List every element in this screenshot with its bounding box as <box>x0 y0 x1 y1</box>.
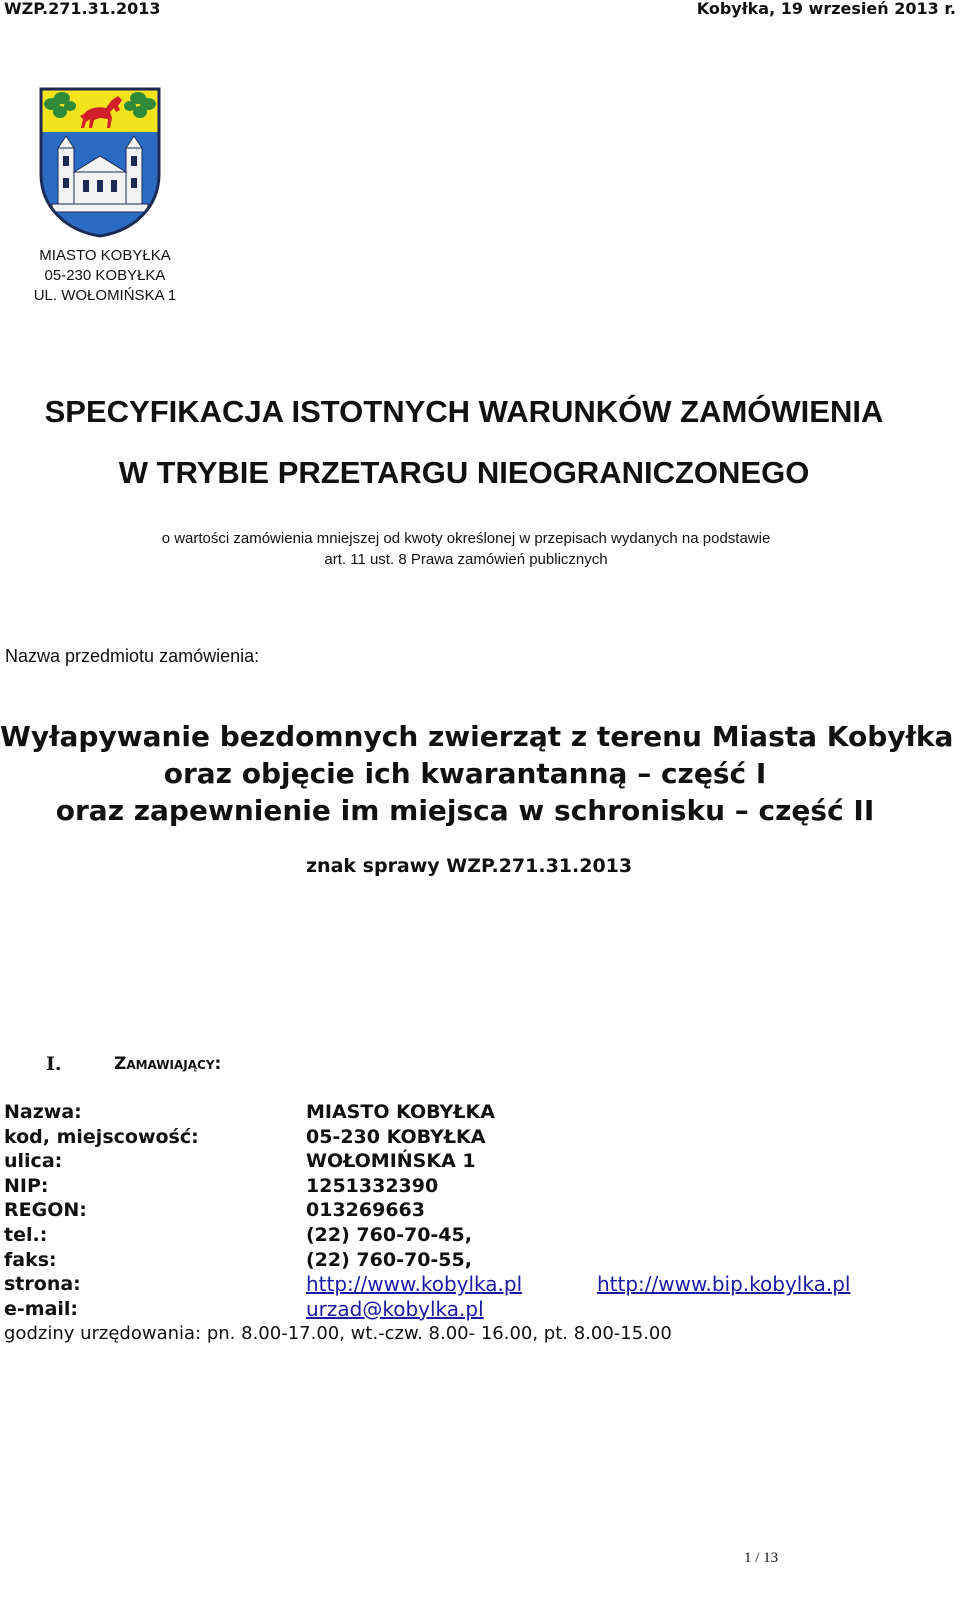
address-line-postcode: 05-230 KOBYŁKA <box>44 267 166 284</box>
address-line-street: UL. WOŁOMIŃSKA 1 <box>33 287 177 304</box>
info-value: WOŁOMIŃSKA 1 <box>306 1150 476 1173</box>
info-label: kod, miejscowość: <box>4 1125 199 1148</box>
info-row <box>4 1223 924 1248</box>
subject-title <box>0 718 954 829</box>
subtitle-line-2: art. 11 ust. 8 Prawa zamówień publicznych <box>324 551 608 568</box>
info-value: (22) 760-70-45, <box>306 1224 472 1246</box>
website-row <box>4 1272 924 1297</box>
info-row <box>4 1149 924 1174</box>
subject-line-1: Wyłapywanie bezdomnych zwierząt z terenu Miasta Kobyłka <box>0 720 954 753</box>
page-number: 1 / 13 <box>744 1550 779 1566</box>
issuer-address <box>20 246 190 306</box>
subtitle-line-1: o wartości zamówienia mniejszej od kwoty określonej w przepisach wydanych na podstawie <box>161 530 771 547</box>
info-label: REGON: <box>4 1199 87 1222</box>
document-subtitle <box>0 528 932 570</box>
info-row <box>4 1248 924 1273</box>
bip-website-link[interactable]: http://www.bip.kobylka.pl <box>597 1272 851 1297</box>
info-row <box>4 1100 924 1125</box>
document-reference: WZP.271.31.2013 <box>4 0 161 18</box>
info-label: NIP: <box>4 1174 49 1197</box>
section-title: Zamawiający: <box>114 1054 222 1074</box>
email-label: e-mail: <box>4 1297 79 1320</box>
info-row <box>4 1198 924 1223</box>
document-title-mode: W TRYBIE PRZETARGU NIEOGRANICZONEGO <box>118 455 810 490</box>
info-value: (22) 760-70-55, <box>306 1248 472 1271</box>
info-value: 1251332390 <box>306 1174 439 1197</box>
email-row <box>4 1297 924 1322</box>
case-reference: znak sprawy WZP.271.31.2013 <box>306 855 633 877</box>
email-link[interactable]: urzad@kobylka.pl <box>306 1296 484 1321</box>
info-row <box>4 1174 924 1199</box>
section-number: I. <box>46 1053 62 1075</box>
info-label: ulica: <box>4 1150 63 1173</box>
info-label: tel.: <box>4 1224 48 1246</box>
info-label: faks: <box>4 1248 57 1271</box>
info-label: Nazwa: <box>4 1101 82 1123</box>
info-value: 05-230 KOBYŁKA <box>306 1125 486 1148</box>
document-title: SPECYFIKACJA ISTOTNYCH WARUNKÓW ZAMÓWIENIA <box>44 394 884 429</box>
info-value: 013269663 <box>306 1199 425 1222</box>
subject-line-3: oraz zapewnienie im miejsca w schronisku – część II <box>55 794 875 827</box>
website-label: strona: <box>4 1273 81 1296</box>
info-row <box>4 1125 924 1150</box>
coat-of-arms-icon <box>38 86 162 238</box>
subject-line-2: oraz objęcie ich kwarantanną – część I <box>163 757 767 790</box>
website-link[interactable]: http://www.kobylka.pl <box>306 1272 523 1297</box>
place-and-date: Kobyłka, 19 wrzesień 2013 r. <box>696 0 956 18</box>
office-hours: godziny urzędowania: pn. 8.00-17.00, wt.-czw. 8.00- 16.00, pt. 8.00-15.00 <box>4 1323 672 1344</box>
subject-label: Nazwa przedmiotu zamówienia: <box>5 646 260 666</box>
info-value: MIASTO KOBYŁKA <box>306 1101 495 1123</box>
address-line-city: MIASTO KOBYŁKA <box>39 247 171 264</box>
